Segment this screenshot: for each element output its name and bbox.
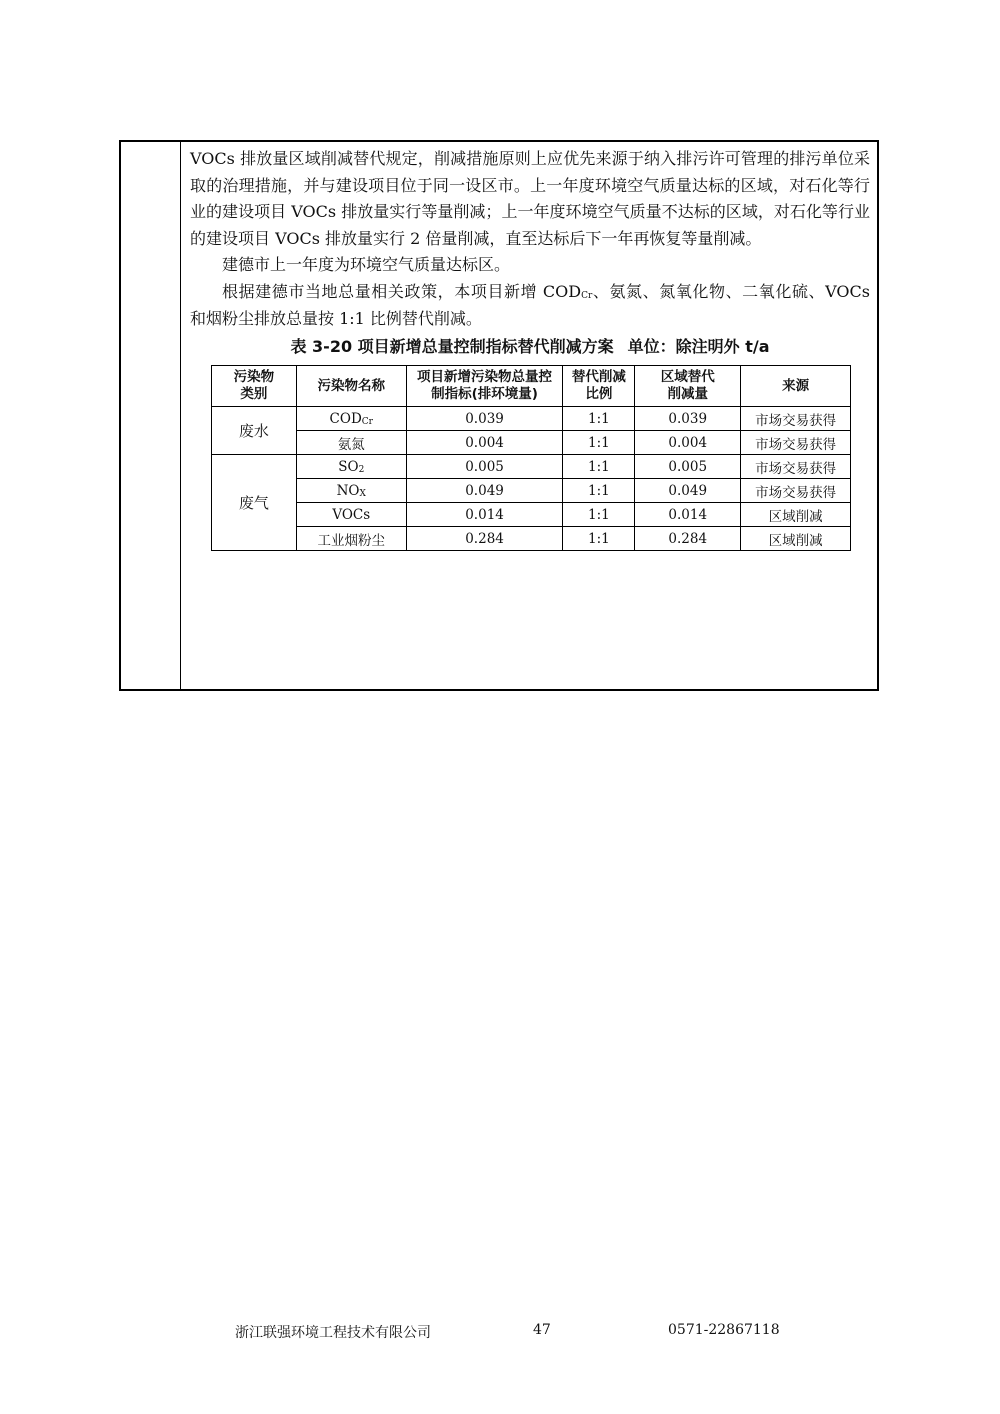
reduction-table: [211, 365, 851, 551]
ratio-cell: 1:1: [563, 407, 635, 431]
category-cell-wastewater: 废水: [212, 407, 297, 455]
footer-phone: 0571-22867118: [668, 1322, 780, 1338]
header-category: 污染物 类别: [212, 366, 297, 407]
paragraph-policy-text-1: 根据建德市当地总量相关政策，本项目新增 COD: [222, 281, 582, 301]
paragraph-attainment: 建德市上一年度为环境空气质量达标区。: [222, 255, 511, 275]
table-header-row: [212, 366, 851, 407]
table-row: [212, 407, 851, 431]
table-row: [212, 455, 851, 479]
category-cell-exhaust: 废气: [212, 455, 297, 551]
pollutant-name-cell: 工业烟粉尘: [296, 527, 406, 551]
amount-cell: 0.049: [406, 479, 563, 503]
paragraph-policy-subscript: Cr: [581, 290, 593, 301]
source-cell: 市场交易获得: [741, 431, 851, 455]
header-ratio: 替代削减 比例: [563, 366, 635, 407]
amount-cell: 0.284: [406, 527, 563, 551]
paragraph-policy-text-2: 、氨氮、氮氧化物、二氧化硫、VOCs 和烟粉尘排放总量按 1:1 比例替代削减。: [190, 281, 870, 328]
ratio-cell: 1:1: [563, 503, 635, 527]
header-pollutant-name: 污染物名称: [296, 366, 406, 407]
source-cell: 区域削减: [741, 527, 851, 551]
reduction-cell: 0.284: [635, 527, 741, 551]
pollutant-name-cell: SO2: [296, 455, 406, 479]
header-regional-reduction: 区域替代 削减量: [635, 366, 741, 407]
table-caption-unit: 单位：除注明外 t/a: [627, 337, 770, 357]
footer-company: 浙江联强环境工程技术有限公司: [235, 1325, 431, 1341]
pollutant-name-cell: VOCs: [296, 503, 406, 527]
amount-cell: 0.014: [406, 503, 563, 527]
footer-page-number: 47: [533, 1322, 551, 1338]
header-new-amount: 项目新增污染物总量控 制指标(排环境量): [406, 366, 563, 407]
content-frame: [119, 140, 879, 691]
amount-cell: 0.039: [406, 407, 563, 431]
pollutant-name-cell: NOX: [296, 479, 406, 503]
table-caption-title: 表 3-20 项目新增总量控制指标替代削减方案: [290, 337, 614, 357]
table-row: [212, 479, 851, 503]
table-row: [212, 527, 851, 551]
table-row: [212, 431, 851, 455]
pollutant-name-cell: CODCr: [296, 407, 406, 431]
ratio-cell: 1:1: [563, 527, 635, 551]
amount-cell: 0.004: [406, 431, 563, 455]
pollutant-name-cell: 氨氮: [296, 431, 406, 455]
amount-cell: 0.005: [406, 455, 563, 479]
reduction-cell: 0.005: [635, 455, 741, 479]
header-source: 来源: [741, 366, 851, 407]
table-caption: [190, 334, 870, 357]
content-area: [190, 146, 870, 551]
ratio-cell: 1:1: [563, 455, 635, 479]
page-footer: [0, 1322, 1000, 1346]
frame-column-divider: [180, 142, 181, 689]
reduction-cell: 0.049: [635, 479, 741, 503]
source-cell: 市场交易获得: [741, 479, 851, 503]
paragraph-vocs-rule: VOCs 排放量区域削减替代规定，削减措施原则上应优先来源于纳入排污许可管理的排污单位采取的治理措施，并与建设项目位于同一设区市。上一年度环境空气质量达标的区域，对石化等行业的建设项目 VOCs 排放量实行等量削减；上一年度环境空气质量不达标的区域，对石化等行业的建设项目 VOCs 排放量实行 2 倍量削减，直至达标后下一年再恢复等量削减。: [190, 149, 870, 248]
reduction-cell: 0.004: [635, 431, 741, 455]
source-cell: 市场交易获得: [741, 407, 851, 431]
ratio-cell: 1:1: [563, 431, 635, 455]
ratio-cell: 1:1: [563, 479, 635, 503]
source-cell: 区域削减: [741, 503, 851, 527]
table-row: [212, 503, 851, 527]
reduction-cell: 0.014: [635, 503, 741, 527]
paragraph-policy: [190, 279, 870, 332]
reduction-cell: 0.039: [635, 407, 741, 431]
source-cell: 市场交易获得: [741, 455, 851, 479]
